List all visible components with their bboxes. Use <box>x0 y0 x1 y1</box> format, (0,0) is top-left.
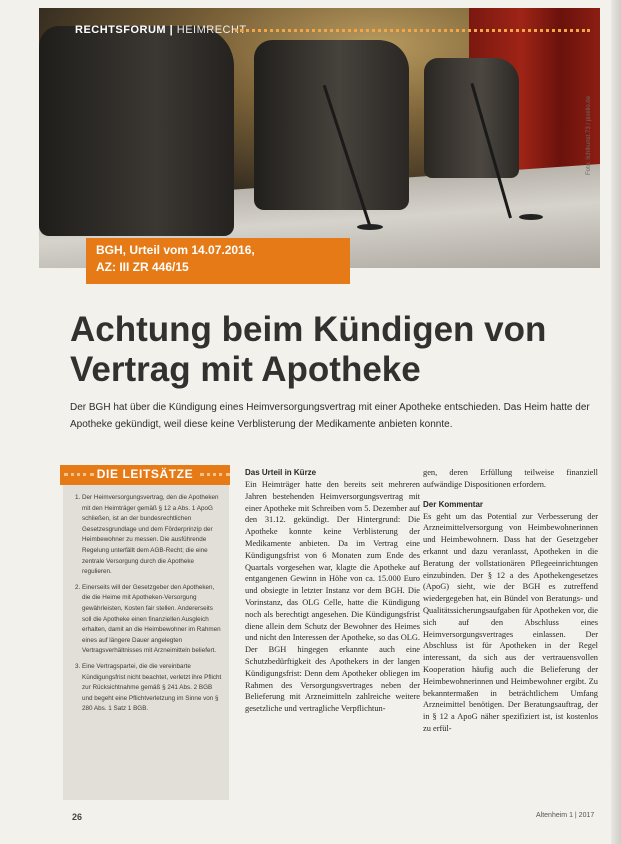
photo-chair <box>424 58 519 178</box>
article-column-1 <box>245 467 420 723</box>
hero-photo <box>39 8 600 268</box>
title-dots-right <box>200 473 230 476</box>
list-item: 2. Einerseits will der Gesetzgeber den Apotheken, die die Heime mit Apotheken-Versorgung gewährleisten, Kosten fair stellen. Andererseits soll die Apotheke einen finanziellen Ausgleich erhalten, damit an die Heimbewohner im Rahmen eines auf längere Dauer angelegten Vertragsverhältnisses mit Arzneimitteln beliefert. <box>82 583 223 657</box>
photo-chair <box>39 26 234 236</box>
body-paragraph: Es geht um das Potential zur Verbesserung der Arzneimittelversorgung von Heimbewohnerinnen und Heimbewohnern. Dass hat der Gesetzgeber erkannt und dazu veranlasst, Apotheken in die Beratung der vollstationären Pflegeeinrichtungen einzubinden. Der § 12 a des Apothekengesetzes (ApoG) sieht, wie der BGH es zutreffend wiedergegeben hat, ein Bündel von Beratungs- und Qualitätssicherungsaufgaben für Apotheken vor, die sich auf den Abschluss eines Heimversorgungsvertrages einlassen. Der Abschluss ist für Apotheken in der Regel interessant, da sich aus der vertrauensvollen Kooperation häufig auch die Belieferung der Heimbewohnerinnen und Heimbewohner ergibt. Zu bekanntermaßen in beträchtlichem Umfang Arzneimittel benötigen. Der Beratungsauftrag, der in § 12 a ApoG näher spezifiziert ist, ist kostenlos zu erfül- <box>423 511 598 733</box>
leitsaetze-title: DIE LEITSÄTZE <box>96 467 194 481</box>
headline: Achtung beim Kündigen von Vertrag mit Apotheke <box>70 310 547 389</box>
section-rubric: RECHTSFORUM | HEIMRECHT <box>75 24 247 36</box>
list-item: 1. Der Heimversorgungsvertrag, den die Apotheken mit den Heimträger gemäß § 12 a Abs. 1 ApoG schließen, ist an der bundesrechtlichen Gesetzesgrundlage und dem Förderprinzip der Heimbewohner zu messen. Die ausführende Regelung unterfällt dem AGB-Recht; die eine zentrale Versorgung durch die Apotheke regulieren. <box>82 493 223 578</box>
photo-microphone-base <box>519 214 543 220</box>
scan-edge <box>611 0 621 844</box>
section-heading-urteil: Das Urteil in Kürze <box>245 468 317 477</box>
leitsaetze-box <box>63 485 229 800</box>
rubric-section: RECHTSFORUM <box>75 24 167 36</box>
photo-credit: Foto: lichtkunst.73 / pixelio.de <box>586 95 592 175</box>
lead-paragraph: Der BGH hat über die Kündigung eines Heimversorgungsvertrag mit einer Apotheke entschieden. Das Heim hatte der Apotheke gekündigt, weil diese keine Verblisterung der Medikamente anbieten konnte. <box>70 402 590 430</box>
article-column-2 <box>423 467 598 743</box>
photo-microphone-base <box>357 224 383 230</box>
verdict-banner <box>86 238 350 284</box>
verdict-line-1: BGH, Urteil vom 14.07.2016, <box>96 243 255 257</box>
page-number: 26 <box>72 812 83 822</box>
issue-label: Altenheim 1 | 2017 <box>536 812 595 819</box>
list-item: 3. Eine Vertragspartei, die die vereinbarte Kündigungsfrist nicht beachtet, verletzt ihre Pflicht zur Rücksichtnahme gemäß § 241 Abs. 2 BGB und begeht eine Pflichtverletzung im Sinne von § 280 Abs. 1 Satz 1 BGB. <box>82 662 223 715</box>
body-paragraph: gen, deren Erfüllung teilweise finanziell aufwändige Dispositionen erfordern. <box>423 468 598 489</box>
rubric-subsection: HEIMRECHT <box>176 24 247 36</box>
rubric-dotted-rule <box>235 29 590 34</box>
section-heading-kommentar: Der Kommentar <box>423 499 484 509</box>
body-paragraph: Ein Heimträger hatte den bereits seit mehreren Jahren bestehenden Heimversorgungsvertrag mit einer Apotheke mit Schreiben vom 5. Dezember auf den 31.12. gekündigt. Der Hintergrund: Die Apotheke konnte keine Verblisterung der Medikamente anbieten. Da im Vertrag eine Kündigungsfrist von 6 Monaten zum Ende des Quartals vorgesehen war, klagte die Apotheke auf entgangenen Gewinn in Höhe von ca. 15.000 Euro und obsiegte in letzter Instanz vor dem BGH. Die Vorinstanz, das OLG Celle, hatte die Kündigung noch als berechtigt angesehen. Die Kündigungsfrist diene allein dem Schutz der Bewohner des Heimes und nicht den Interessen der Apotheke, so das OLG. Der BGH hingegen erkannte auch eine Schutzbedürftigkeit des Apothekers in der langen Kündigungsfrist: Denn dem Apotheker obliegen im Rahmen des Versorgungsvertrages neben der Belieferung mit Arzneimitteln zahlreiche weitere gesetzliche und vertragliche Verpflichtun- <box>245 480 420 714</box>
leitsaetze-list <box>63 485 229 715</box>
leitsaetze-title-bar <box>60 465 230 485</box>
verdict-line-2: AZ: III ZR 446/15 <box>96 260 189 274</box>
photo-chair <box>254 40 409 210</box>
